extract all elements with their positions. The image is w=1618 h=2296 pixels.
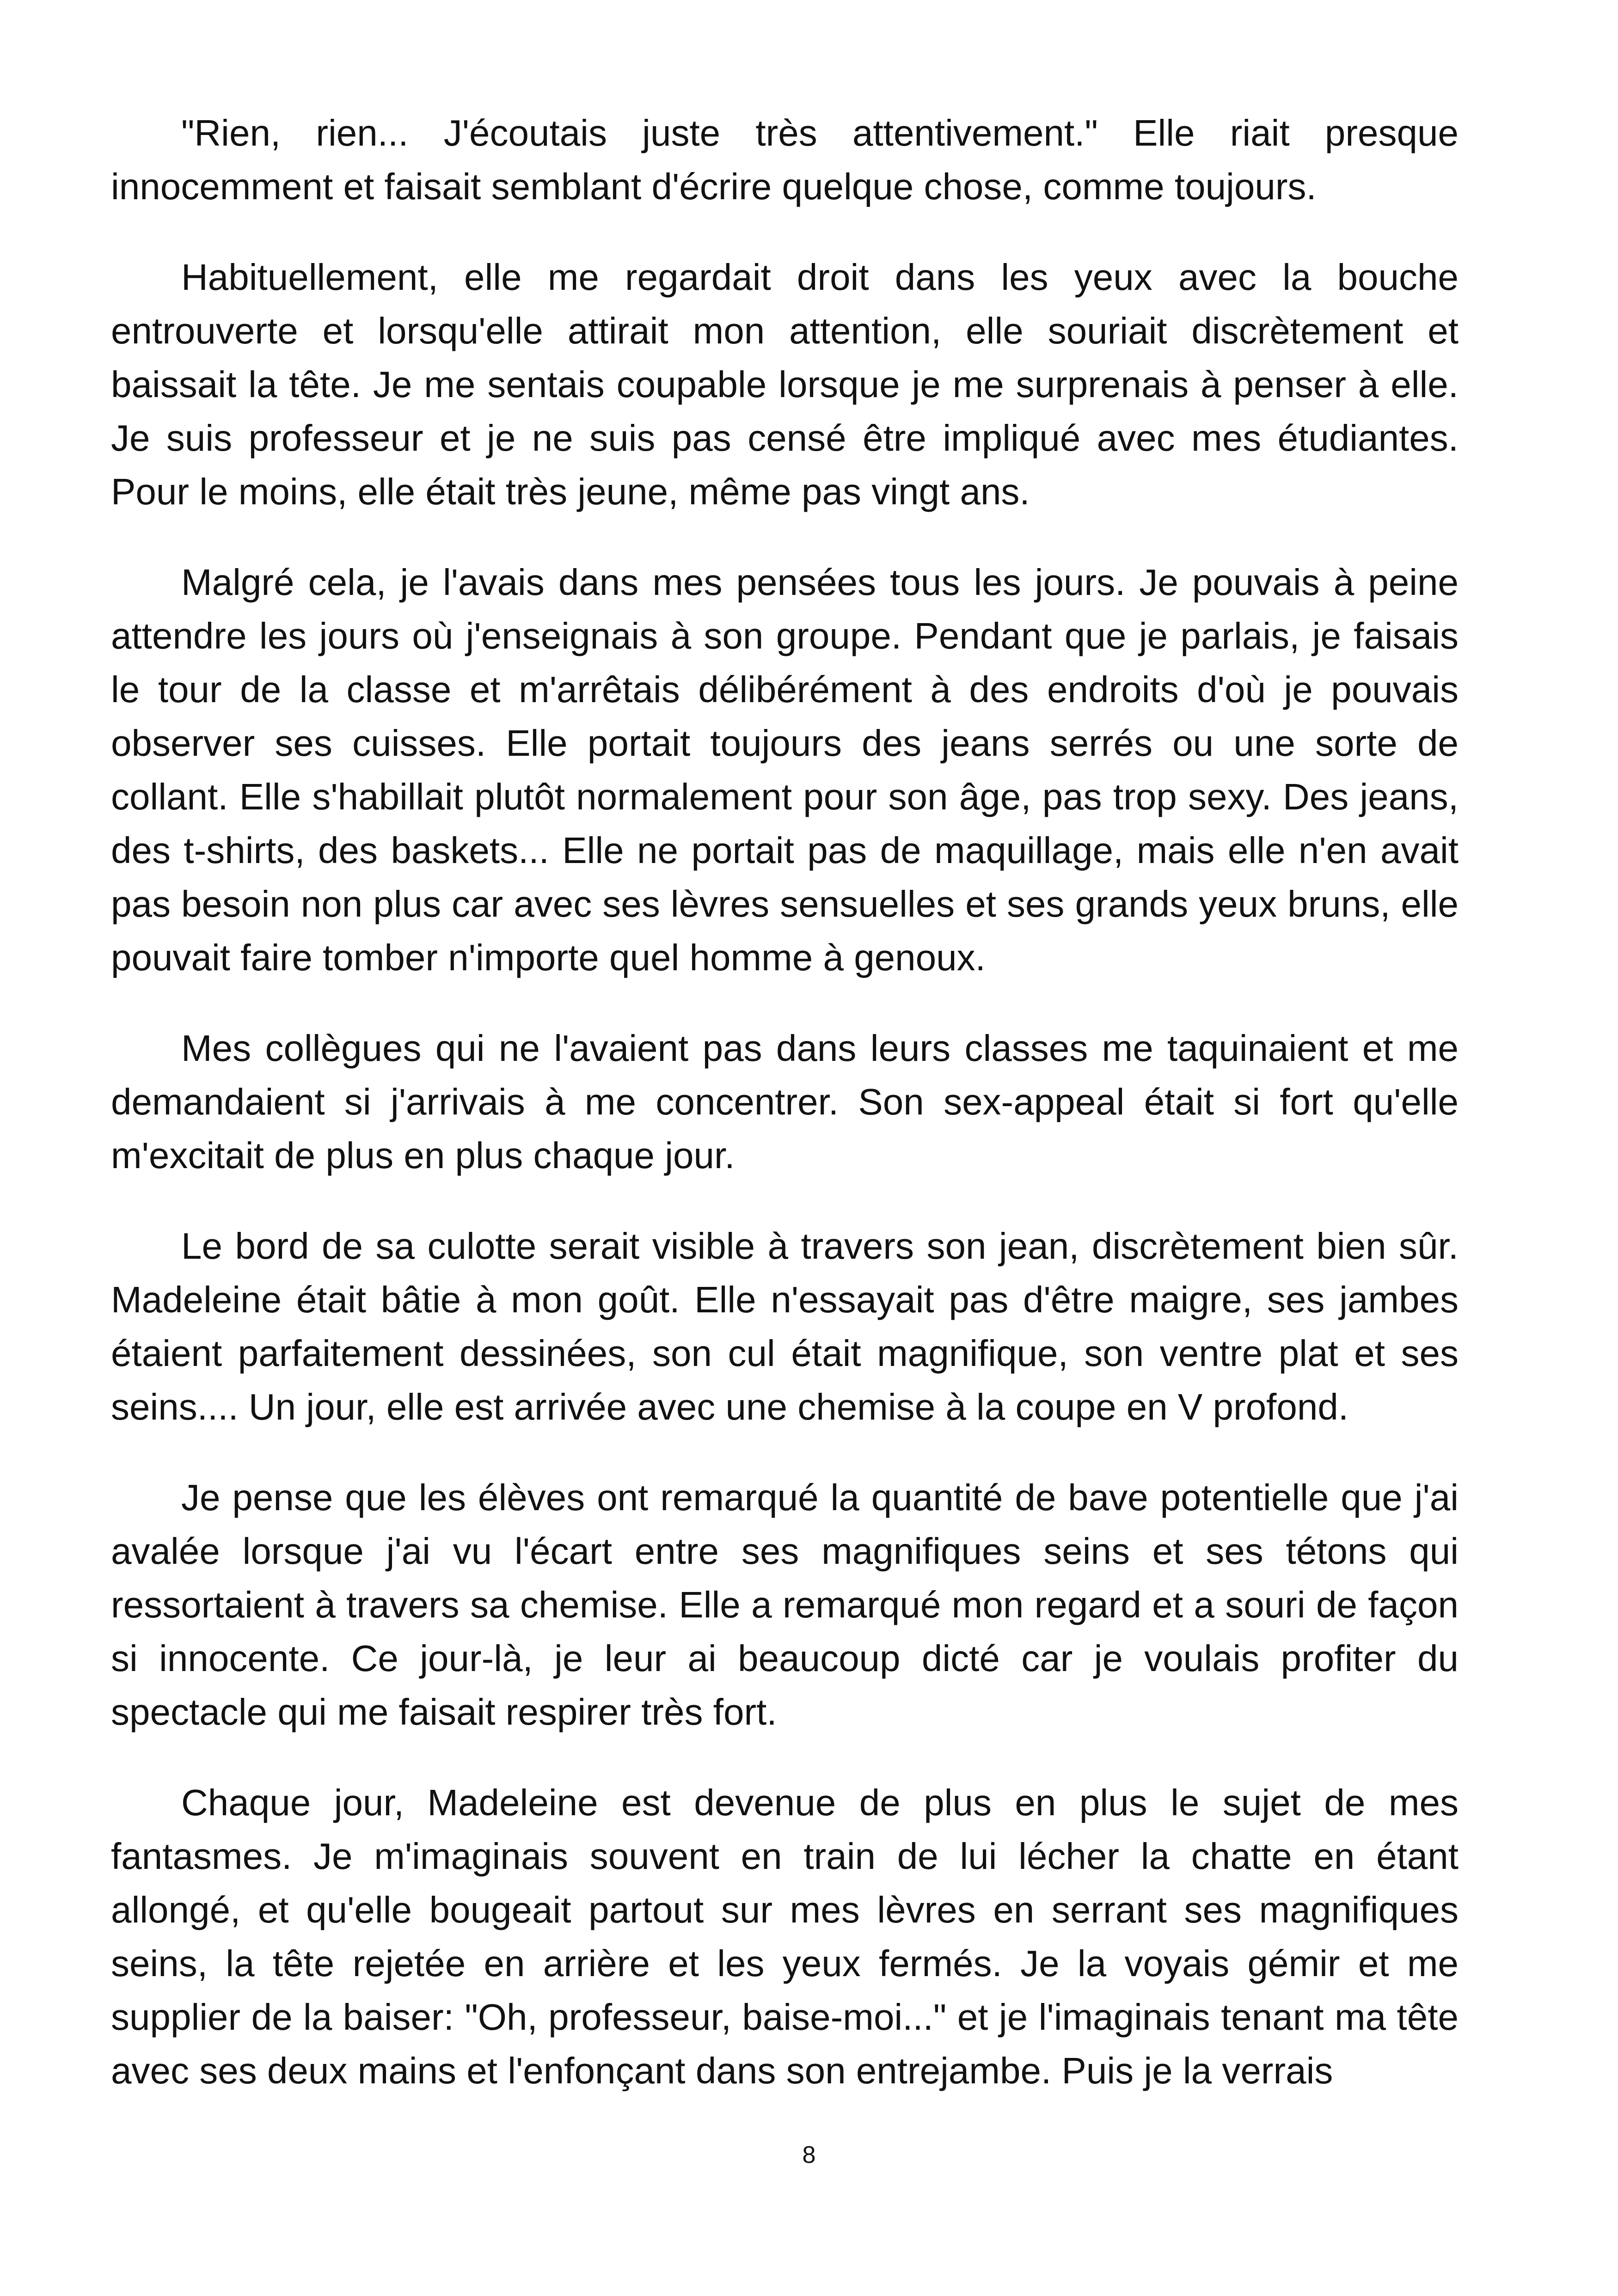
- page-body: [111, 106, 1459, 2135]
- page-number: 8: [802, 2142, 816, 2168]
- paragraph: Habituellement, elle me regardait droit dans les yeux avec la bouche entrouverte et lorsqu'elle attirait mon attention, elle souriait discrètement et baissait la tête. Je me sentais coupable lorsque je me surprenais à penser à elle. Je suis professeur et je ne suis pas censé être impliqué avec mes étudiantes. Pour le moins, elle était très jeune, même pas vingt ans.: [111, 257, 1459, 512]
- paragraph: Malgré cela, je l'avais dans mes pensées tous les jours. Je pouvais à peine attendre les jours où j'enseignais à son groupe. Pendant que je parlais, je faisais le tour de la classe et m'arrêtais délibérément à des endroits d'où je pouvais observer ses cuisses. Elle portait toujours des jeans serrés ou une sorte de collant. Elle s'habillait plutôt normalement pour son âge, pas trop sexy. Des jeans, des t-shirts, des baskets... Elle ne portait pas de maquillage, mais elle n'en avait pas besoin non plus car avec ses lèvres sensuelles et ses grands yeux bruns, elle pouvait faire tomber n'importe quel homme à genoux.: [111, 562, 1459, 978]
- paragraph: Je pense que les élèves ont remarqué la quantité de bave potentielle que j'ai avalée lorsque j'ai vu l'écart entre ses magnifiques seins et ses tétons qui ressortaient à travers sa chemise. Elle a remarqué mon regard et a souri de façon si innocente. Ce jour-là, je leur ai beaucoup dicté car je voulais profiter du spectacle qui me faisait respirer très fort.: [111, 1477, 1459, 1733]
- paragraph: Le bord de sa culotte serait visible à travers son jean, discrètement bien sûr. Madeleine était bâtie à mon goût. Elle n'essayait pas d'être maigre, ses jambes étaient parfaitement dessinées, son cul était magnifique, son ventre plat et ses seins.... Un jour, elle est arrivée avec une chemise à la coupe en V profond.: [111, 1225, 1459, 1427]
- paragraph: Chaque jour, Madeleine est devenue de plus en plus le sujet de mes fantasmes. Je m'imaginais souvent en train de lui lécher la chatte en étant allongé, et qu'elle bougeait partout sur mes lèvres en serrant ses magnifiques seins, la tête rejetée en arrière et les yeux fermés. Je la voyais gémir et me supplier de la baiser: "Oh, professeur, baise-moi..." et je l'imaginais tenant ma tête avec ses deux mains et l'enfonçant dans son entrejambe. Puis je la verrais: [111, 1782, 1459, 2091]
- paragraph: Mes collègues qui ne l'avaient pas dans leurs classes me taquinaient et me demandaient si j'arrivais à me concentrer. Son sex-appeal était si fort qu'elle m'excitait de plus en plus chaque jour.: [111, 1028, 1459, 1176]
- paragraph: "Rien, rien... J'écoutais juste très attentivement." Elle riait presque innocemment et faisait semblant d'écrire quelque chose, comme toujours.: [111, 112, 1459, 207]
